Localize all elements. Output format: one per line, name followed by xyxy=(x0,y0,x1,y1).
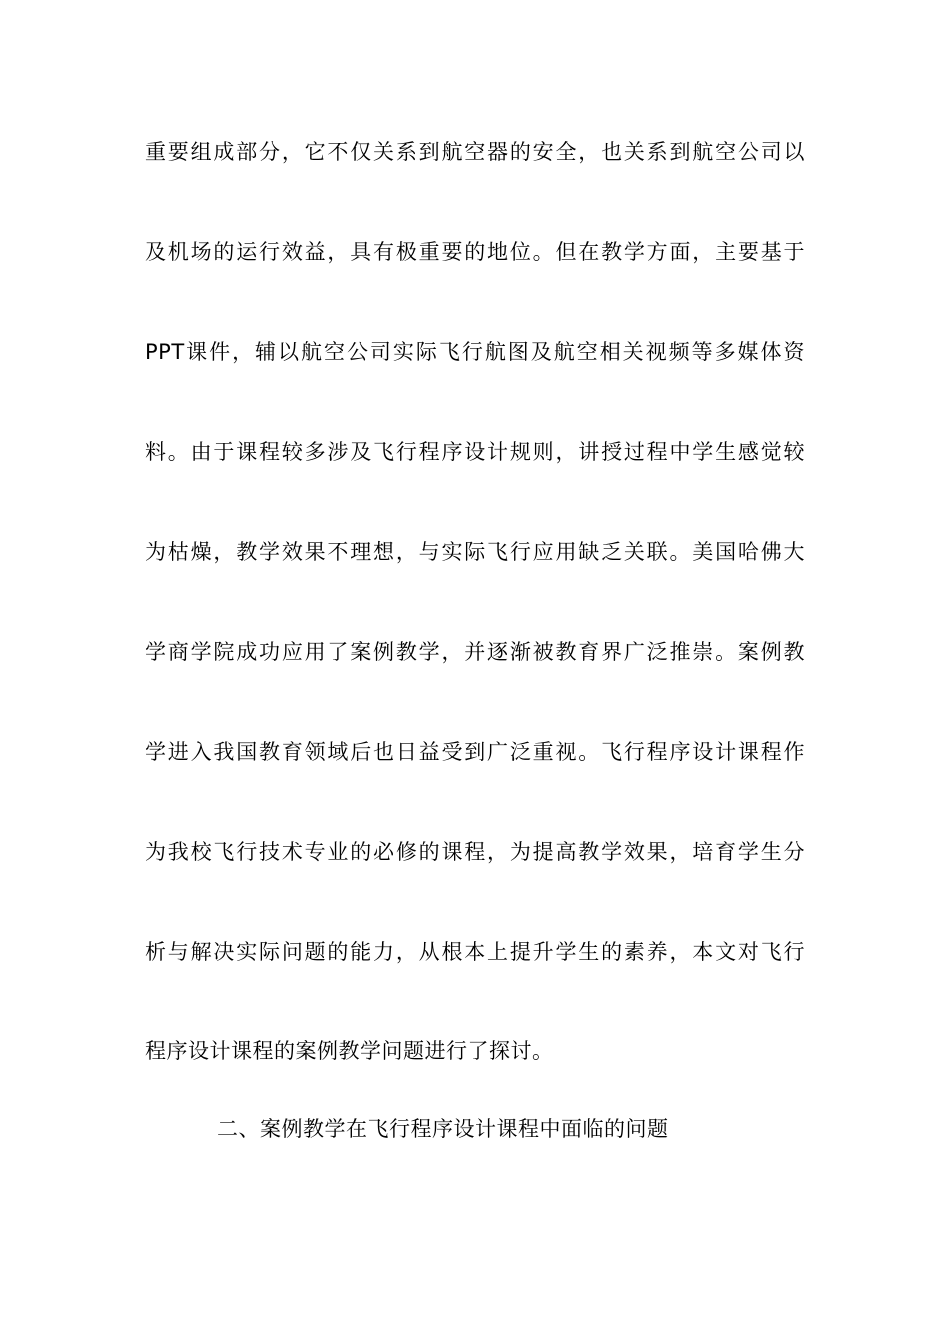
paragraph-line: 学进入我国教育领域后也日益受到广泛重视。飞行程序设计课程作 xyxy=(145,740,805,764)
paragraph-line: 学商学院成功应用了案例教学，并逐渐被教育界广泛推崇。案例教 xyxy=(145,640,805,664)
paragraph-line: PPT课件，辅以航空公司实际飞行航图及航空相关视频等多媒体资 xyxy=(145,340,805,364)
paragraph-line: 为枯燥，教学效果不理想，与实际飞行应用缺乏关联。美国哈佛大 xyxy=(145,540,805,564)
paragraph-line: 析与解决实际问题的能力，从根本上提升学生的素养，本文对飞行 xyxy=(145,940,805,964)
paragraph-line: 为我校飞行技术专业的必修的课程，为提高教学效果，培育学生分 xyxy=(145,840,805,864)
paragraph-line: 料。由于课程较多涉及飞行程序设计规则，讲授过程中学生感觉较 xyxy=(145,440,805,464)
paragraph-line: 及机场的运行效益，具有极重要的地位。但在教学方面，主要基于 xyxy=(145,240,805,264)
paragraph-line: 重要组成部分，它不仅关系到航空器的安全，也关系到航空公司以 xyxy=(145,140,805,164)
section-heading: 二、案例教学在飞行程序设计课程中面临的问题 xyxy=(217,1117,669,1141)
paragraph-line: 程序设计课程的案例教学问题进行了探讨。 xyxy=(145,1039,554,1063)
